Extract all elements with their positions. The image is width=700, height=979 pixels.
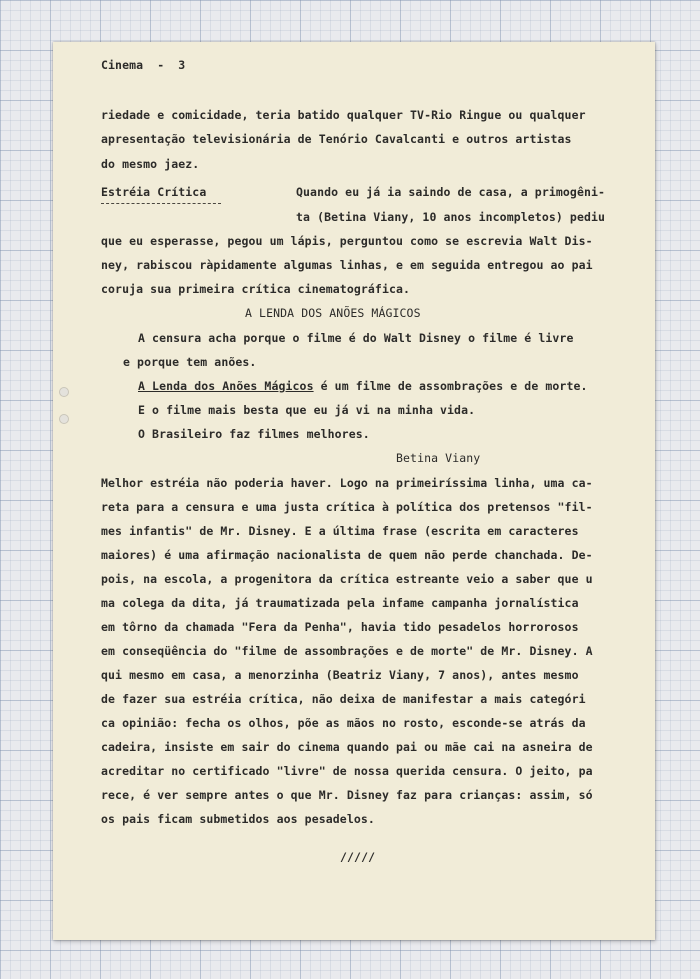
body-line-6: ma colega da dita, já traumatizada pela infame campanha jornalística <box>101 596 579 610</box>
body-line-14: rece, é ver sempre antes o que Mr. Disney faz para crianças: assim, só <box>101 788 593 802</box>
intro-line-1: riedade e comicidade, teria batido qualquer TV-Rio Ringue ou qualquer <box>101 108 586 122</box>
section-line-2: ta (Betina Viany, 10 anos incompletos) pediu <box>296 210 606 224</box>
typewritten-page <box>53 42 655 940</box>
review-film-title: A Lenda dos Anões Mágicos <box>138 379 314 393</box>
review-line-1: A censura acha porque o filme é do Walt Disney o filme é livre <box>138 331 574 345</box>
section-heading: Estréia Crítica <box>101 185 207 199</box>
punch-hole-top <box>59 387 69 397</box>
body-line-13: acreditar no certificado "livre" de nossa querida censura. O jeito, pa <box>101 764 593 778</box>
review-title: A LENDA DOS ANÕES MÁGICOS <box>245 306 421 320</box>
review-signature: Betina Viany <box>396 451 481 465</box>
body-line-9: qui mesmo em casa, a menorzinha (Beatriz Viany, 7 anos), antes mesmo <box>101 668 579 682</box>
section-line-1: Quando eu já ia saindo de casa, a primogêni- <box>296 185 606 199</box>
section-line-4: ney, rabiscou ràpidamente algumas linhas, e em seguida entregou ao pai <box>101 258 593 272</box>
review-line-3-rest: é um filme de assombrações e de morte. <box>313 379 588 393</box>
review-line-4: E o filme mais besta que eu já vi na minha vida. <box>138 403 476 417</box>
body-line-1: Melhor estréia não poderia haver. Logo na primeiríssima linha, uma ca- <box>101 476 593 490</box>
section-line-5: coruja sua primeira crítica cinematográfica. <box>101 282 411 296</box>
body-line-10: de fazer sua estréia crítica, não deixa de manifestar a mais categóri <box>101 692 586 706</box>
body-line-7: em tôrno da chamada "Fera da Penha", havia tido pesadelos horrorosos <box>101 620 579 634</box>
page-header: Cinema - 3 <box>101 58 186 72</box>
review-line-3 <box>138 379 588 393</box>
body-line-11: ca opinião: fecha os olhos, põe as mãos no rosto, esconde-se atrás da <box>101 716 586 730</box>
body-line-8: em conseqüência do "filme de assombrações e de morte" de Mr. Disney. A <box>101 644 593 658</box>
body-line-15: os pais ficam submetidos aos pesadelos. <box>101 812 375 826</box>
punch-hole-bottom <box>59 414 69 424</box>
body-line-3: mes infantis" de Mr. Disney. E a última frase (escrita em caracteres <box>101 524 579 538</box>
section-heading-underline <box>101 203 221 204</box>
body-line-5: pois, na escola, a progenitora da crítica estreante veio a saber que u <box>101 572 593 586</box>
body-line-2: reta para a censura e uma justa crítica à política dos pretensos "fil- <box>101 500 593 514</box>
body-line-4: maiores) é uma afirmação nacionalista de quem não perde chanchada. De- <box>101 548 593 562</box>
intro-line-2: apresentação televisionária de Tenório Cavalcanti e outros artistas <box>101 132 572 146</box>
review-line-5: O Brasileiro faz filmes melhores. <box>138 427 370 441</box>
intro-line-3: do mesmo jaez. <box>101 157 200 171</box>
body-line-12: cadeira, insiste em sair do cinema quando pai ou mãe cai na asneira de <box>101 740 593 754</box>
section-line-3: que eu esperasse, pegou um lápis, perguntou como se escrevia Walt Dis- <box>101 234 593 248</box>
end-mark: ///// <box>340 850 376 864</box>
review-line-2: e porque tem anões. <box>123 355 257 369</box>
